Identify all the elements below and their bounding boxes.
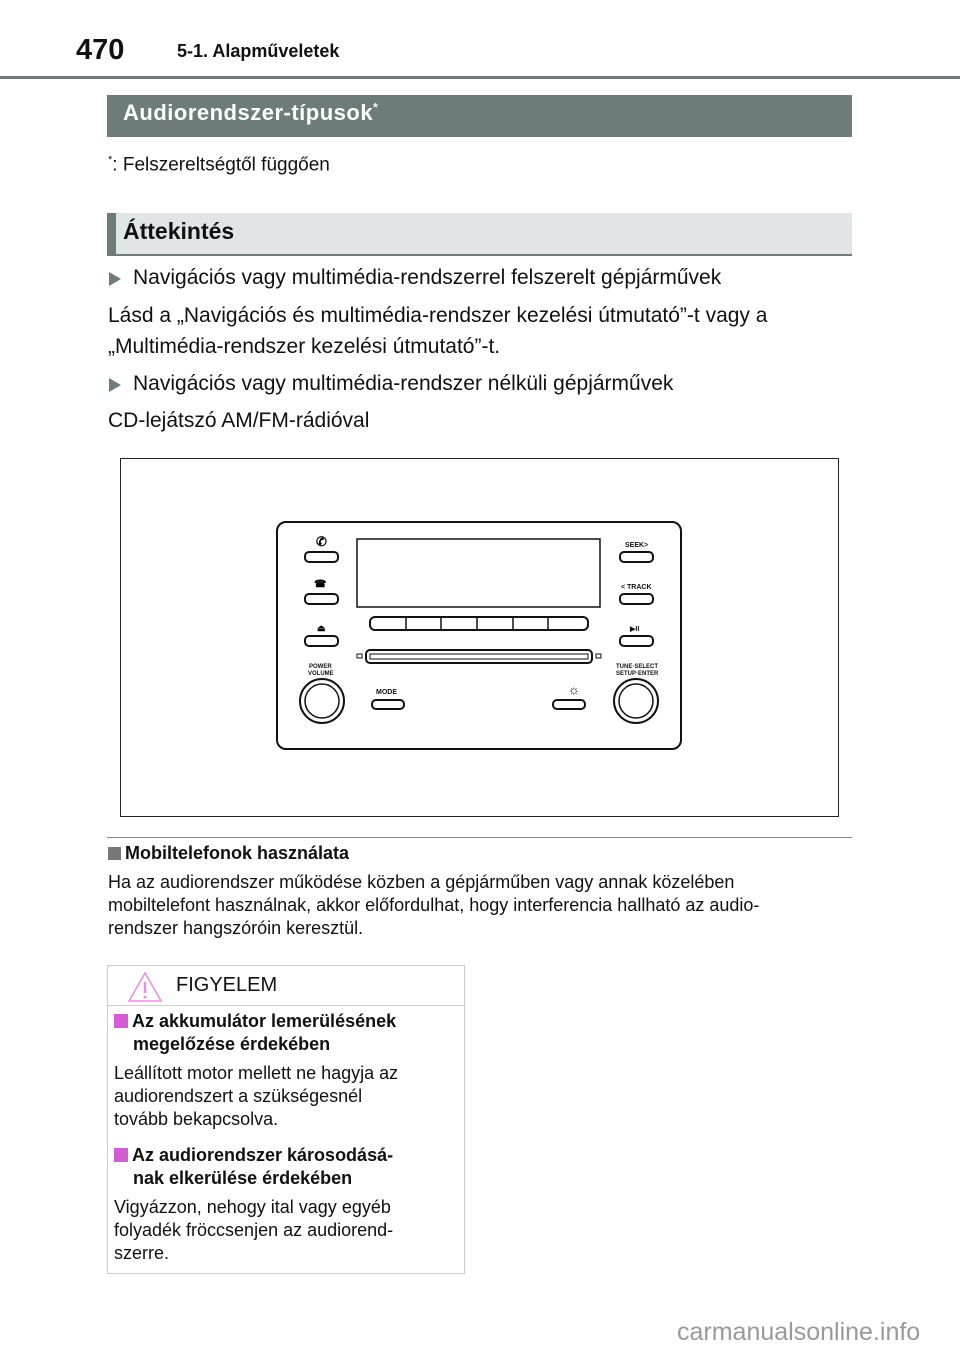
text-line: tovább bekapcsolva. xyxy=(114,1109,279,1129)
tune-select-label: TUNE·SELECT xyxy=(616,664,658,670)
warning-header xyxy=(108,966,464,1006)
warning-subheading xyxy=(114,1010,396,1056)
footnote-mark: * xyxy=(108,154,113,166)
volume-label: VOLUME xyxy=(308,671,334,677)
paragraph-line: Lásd a „Navigációs és multimédia-rendszer kezelési útmutató”-t vagy a xyxy=(108,304,768,327)
heading-line: nak elkerülése érdekében xyxy=(133,1168,353,1188)
mobile-title: Mobiltelefonok használata xyxy=(125,843,350,863)
heading-line: Az audiorendszer károsodásá- xyxy=(132,1145,394,1165)
subsection-bar xyxy=(107,213,116,254)
mobile-text xyxy=(108,871,759,940)
setup-enter-label: SETUP·ENTER xyxy=(616,671,659,677)
paragraph-line: CD-lejátszó AM/FM-rádióval xyxy=(108,409,370,432)
warning-title: FIGYELEM xyxy=(176,974,278,996)
warning-box xyxy=(107,965,465,1274)
header-divider xyxy=(0,76,960,79)
square-bullet-icon xyxy=(114,1014,128,1028)
heading-line: megelőzése érdekében xyxy=(133,1034,331,1054)
warning-subheading xyxy=(114,1144,393,1190)
brightness-icon: ☼ xyxy=(568,682,580,697)
footnote-text: : Felszereltségtől függően xyxy=(112,154,330,176)
asterisk: * xyxy=(373,100,379,115)
radio-diagram xyxy=(276,521,684,752)
mode-label: MODE xyxy=(376,689,397,696)
chapter-title: 5-1. Alapműveletek xyxy=(177,41,340,61)
text-line: folyadék fröccsenjen az audiorend- xyxy=(114,1220,394,1240)
footnote xyxy=(108,154,330,176)
play-pause-label: ▶II xyxy=(630,626,640,633)
text-line: mobiltelefont használnak, akkor előfordulhat, hogy interferencia hallható az audio- xyxy=(108,895,760,915)
warning-triangle-icon xyxy=(127,971,163,1003)
text-line: audiorendszert a szükségesnél xyxy=(114,1086,363,1106)
text-line: Vigyázzon, nehogy ital vagy egyéb xyxy=(114,1197,391,1217)
triangle-bullet-icon xyxy=(109,272,121,286)
page-number: 470 xyxy=(76,34,125,66)
subsection-header xyxy=(107,213,852,256)
seek-label: SEEK> xyxy=(625,542,649,549)
text-line: rendszer hangszóróin keresztül. xyxy=(108,918,364,938)
divider xyxy=(107,837,852,838)
warning-text xyxy=(114,1196,393,1265)
track-label: < TRACK xyxy=(621,584,652,591)
section-title: Audiorendszer-típusok xyxy=(123,100,374,125)
triangle-bullet-icon xyxy=(109,378,121,392)
hangup-icon: ☎ xyxy=(314,579,327,590)
text-line: Ha az audiorendszer működése közben a gépjárműben vagy annak közelében xyxy=(108,872,735,892)
watermark: carmanualsonline.info xyxy=(677,1318,921,1346)
phone-icon: ✆ xyxy=(316,534,327,549)
mobile-heading xyxy=(108,842,349,865)
warning-text xyxy=(114,1062,398,1131)
bullet-heading: Navigációs vagy multimédia-rendszer nélküli gépjárművek xyxy=(133,372,674,395)
text-line: Leállított motor mellett ne hagyja az xyxy=(114,1063,399,1083)
eject-icon: ⏏ xyxy=(317,623,326,633)
subsection-title: Áttekintés xyxy=(123,218,235,244)
bullet-heading: Navigációs vagy multimédia-rendszerrel felszerelt gépjárművek xyxy=(133,266,722,289)
section-title-band xyxy=(107,95,852,137)
paragraph-line: „Multimédia-rendszer kezelési útmutató”-t. xyxy=(108,335,501,358)
square-bullet-icon xyxy=(114,1148,128,1162)
heading-line: Az akkumulátor lemerülésének xyxy=(132,1011,397,1031)
power-label: POWER xyxy=(309,664,332,670)
text-line: szerre. xyxy=(114,1243,170,1263)
square-bullet-icon xyxy=(108,847,121,860)
